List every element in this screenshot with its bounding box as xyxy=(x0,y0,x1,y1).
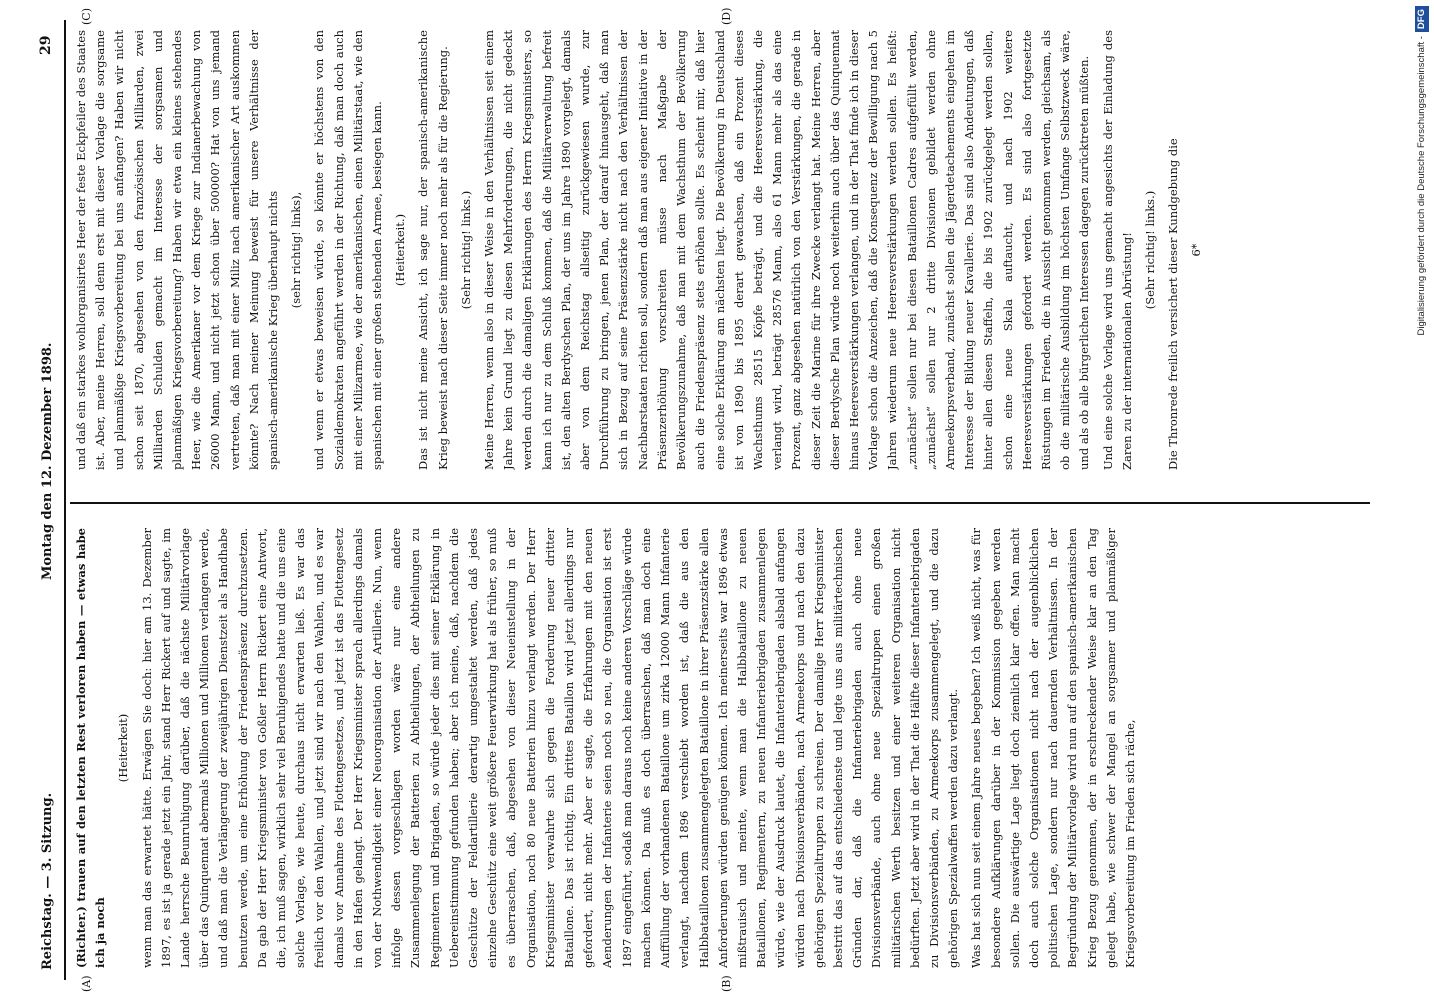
paragraph: Das ist nicht meine Ansicht, ich sage nur, der spanisch-amerikanische Krieg beweist nach dieser Seite immer noch mehr als für die Regierung. xyxy=(416,30,450,470)
speech-annotation: (Sehr richtig! links.) xyxy=(458,190,473,310)
paragraph: Die Thronrede freilich versichert dieser Kundgebung die xyxy=(1166,138,1181,470)
credit-text-rotated xyxy=(1412,6,1432,1000)
speech-annotation: (Heiterkeit.) xyxy=(393,213,408,287)
text-column-left xyxy=(72,528,1372,968)
margin-marker-b: (B) xyxy=(720,975,733,992)
header-rule xyxy=(64,20,66,980)
credit-text: Digitalisierung gefördert durch die Deutsche Forschungsgemeinschaft - xyxy=(1416,36,1427,336)
margin-marker-d: (D) xyxy=(720,7,733,25)
speech-annotation: (sehr richtig! links), xyxy=(289,191,304,309)
margin-marker-c: (C) xyxy=(80,8,93,25)
digitization-credit xyxy=(1412,6,1432,1000)
column-divider xyxy=(70,502,1370,504)
paragraph: Meine Herren, wenn also in dieser Weise in den Verhältnissen seit einem Jahre kein Grund liegt zu diesen Mehrforderungen, die nicht gedeckt werden durch die damaligen Erklärungen des Herrn Kriegsministers, so kann ich nur zu dem Schluß kommen, daß die Militärverwaltung befreit ist, den alten Berdyschen Plan, der uns im Jahre 1890 vorgelegt, damals aber von dem Reichstag allseitig zurückgewiesen wurde, zur Durchführung zu bringen, jenen Plan, der darauf hinausgeht, daß man sich in Bezug auf seine Präsenzstärke nicht nach den Verhältnissen der Nachbarstaaten richten soll, sondern daß man aus eigener Initiative in der Präsenzerhöhung vorschreiten müsse nach Maßgabe der Bevölkerungszunahme, daß man mit dem Wachsthum der Bevölkerung auch die Friedenspräsenz stets erhöhen sollte. Es scheint mir, daß hier eine solche Erklärung am nächsten liegt. Die Bevölkerung in Deutschland ist von 1890 bis 1895 derart gewachsen, daß ein Prozent dieses Wachsthums 28515 Köpfe beträgt, und die Heeresverstärkung, die verlangt wird, beträgt 28576 Mann, also 61 Mann mehr als das eine Prozent, ganz abgesehen natürlich von den Verstärkungen, die gerade in dieser Zeit die Marine für ihre Zwecke verlangt hat. Meine Herren, aber dieser Berdysche Plan würde noch weiterhin auch über das Quinquennat hinaus Heeresverstärkungen verlangen, und in der That finde ich in dieser Vorlage schon die Anzeichen, daß die Konsequenz der Bewilligung nach 5 Jahren wiederum neue Heeresverstärkungen werden sollen. Es heißt: „zunächst“ sollen nur bei diesen Bataillonen Cadres aufgefüllt werden, „zunächst“ sollen nur 2 dritte Divisionen gebildet werden ohne Armeekorpsverband, zunächst sollen die Jägerdetachements eingehen im Interesse der Bildung neuer Kavallerie. Das sind also Andeutungen, daß hinter allen diesen Staffeln, die bis 1902 zurückgelegt werden sollen, schon eine neue Skala auftaucht, und nach 1902 weitere Heeresverstärkungen gefordert werden. Es sind also fortgesetzte Rüstungen im Frieden, die in Aussicht genommen werden, gleichsam, als ob die militärische Ausbildung im höchsten Umfange Selbstzweck wäre, und als ob alle bürgerlichen Interessen dagegen zurücktreten müßten. xyxy=(482,30,1092,470)
paragraph: Und eine solche Vorlage wird uns gemacht angesichts der Einladung des Zaren zu der internationalen Abrüstung! xyxy=(1100,30,1134,470)
text-column-right xyxy=(72,30,1372,470)
header-date: Montag den 12. Dezember 1898. xyxy=(40,342,55,580)
paragraph: und daß ein starkes wohlorganisirtes Heer der feste Eckpfeiler des Staates ist. Aber, meine Herren, soll denn erst mit dieser Vorlage die sorgsame und planmäßige Kriegsvorbereitung bei uns anfangen? Haben wir nicht schon seit 1870, abgesehen von den französischen Milliarden, zwei Milliarden Schulden gemacht im Interesse der sorgsamen und planmäßigen Kriegsvorbereitung? Haben wir etwa ein kleines stehendes Heer, wie die Amerikaner vor dem Kriege zur Indianerbewachung von 26000 Mann, und nicht jetzt schon über 500000? Hat von uns jemand vertreten, daß man mit einer Miliz nach amerikanischer Art auskommen könnte? Nach meiner Meinung beweist für unsere Verhältnisse der spanisch-amerikanische Krieg überhaupt nichts xyxy=(74,30,281,470)
page-header xyxy=(0,0,60,1000)
header-session-title: Reichstag. — 3. Sitzung. xyxy=(40,792,55,970)
paragraph: und wenn er etwas beweisen würde, so könnte er höchstens von den Sozialdemokraten angeführt werden in der Richtung, daß man doch auch mit einer Milizarmee, wie der amerikanischen, einen Militärstaat, wie den spanischen mit einer großen stehenden Armee, besiegen kann. xyxy=(312,30,385,470)
paragraph: (Richter.) trauen auf den letzten Rest verloren haben — etwas habe ich ja noch xyxy=(74,528,108,968)
paragraph: Was hat sich nun seit einem Jahre neues begeben? Ich weiß nicht, was für besondere Aufklärungen darüber in der Kommission gegeben werden sollen. Die auswärtige Lage liegt doch ziemlich klar offen. Man macht doch auch solche Organisationen nicht nach der augenblicklichen politischen Lage, sondern nur nach dauernden Verhältnissen. In der Begründung der Militärvorlage wird nun auf den spanisch-amerikanischen Krieg Bezug genommen, der in erschreckender Weise klar an den Tag gelegt habe, wie schwer der Mangel an sorgsamer und planmäßiger Kriegsvorbereitung im Frieden sich räche, xyxy=(969,528,1137,968)
page-number: 29 xyxy=(38,35,54,55)
dfg-logo: DFG xyxy=(1415,6,1429,32)
speech-annotation: 6* xyxy=(1189,243,1204,257)
paragraph: wenn man das erwartet hätte. Erwägen Sie doch: hier am 13. Dezember 1897, es ist ja gerade jetzt ein Jahr, stand Herr Rickert auf und sagte, im Lande herrsche Beunruhigung darüber, daß die nächste Militärvorlage über das Quinquennat abermals Millionen und Millionen verlangen werde, und daß man die Verlängerung der zweijährigen Dienstzeit als Handhabe benutzen werde, um eine Erhöhung der Friedenspräsenz durchzusetzen. Da gab der Herr Kriegsminister von Goßler Herrn Rickert eine Antwort, die, ich muß sagen, wirklich sehr viel Beruhigendes hatte und die uns eine solche Vorlage, wie heute, durchaus nicht erwarten ließ. Es war das freilich vor den Wahlen, und jetzt sind wir nach den Wahlen, und es war damals vor Annahme des Flottengesetzes, und jetzt ist das Flottengesetz in den Hafen gelangt. Der Herr Kriegsminister sprach allerdings damals von der Nothwendigkeit einer Neuorganisation der Artillerie. Nun, wenn infolge dessen vorgeschlagen worden wäre nur eine andere Zusammenlegung der Batterien zu Abtheilungen, der Abtheilungen zu Regimentern und Brigaden, so würde jeder dies mit seiner Erklärung in Uebereinstimmung gefunden haben; aber ich meine, daß, nachdem die Geschütze der Feldartillerie derartig umgestaltet werden, daß jedes einzelne Geschütz eine weit größere Feuerwirkung hat als früher, so muß es überraschen, daß, abgesehen von dieser Neueinstellung in der Organisation, noch 80 neue Batterien hinzu verlangt werden. Der Herr Kriegsminister verwahrte sich gegen die Forderung neuer dritter Bataillone. Das ist richtig. Ein drittes Bataillon wird jetzt allerdings nur gefordert, nicht mehr. Aber er sagte, die Erfahrungen mit den neuen Aenderungen der Infanterie seien noch so neu, die Organisation ist erst 1897 eingeführt, sodaß man daraus noch keine anderen Vorschläge würde machen können. Da muß es doch überraschen, daß man doch eine Auffüllung der vorhandenen Bataillone um zirka 12000 Mann Infanterie verlangt, nachdem 1896 verschiebt worden ist, daß die aus den Halbbataillonen zusammengelegten Bataillone in ihrer Präsenzstärke allen Anforderungen würden genügen können. Ich meinerseits war 1896 etwas mißtrauisch und meinte, wenn man die Halbbataillone zu neuen Bataillonen, Regimentern, zu neuen Infanteriebrigaden zusammenlegen würde, wie der Ausdruck lautet, die Infanteriebrigaden alsbald anfangen würden nach Divisionsverbänden, nach Armeekorps und nach den dazu gehörigen Spezialtruppen zu schreien. Der damalige Herr Kriegsminister bestritt das auf das entschiedenste und legte uns aus militärtechnischen Gründen dar, daß die Infanteriebrigaden auch ohne neue Divisionsverbände, auch ohne neue Spezialtruppen einen großen militärischen Werth besitzen und einer weiteren Organisation nicht bedürften. Jetzt aber wird in der That die Hälfte dieser Infanteriebrigaden zu Divisionsverbänden, zu Armeekorps zusammengelegt, und die dazu gehörigen Spezialwaffen werden dazu verlangt. xyxy=(139,528,961,968)
speech-annotation: (Sehr richtig! links.) xyxy=(1142,190,1157,310)
margin-marker-a: (A) xyxy=(80,975,93,992)
speech-annotation: (Heiterkeit) xyxy=(116,713,131,783)
